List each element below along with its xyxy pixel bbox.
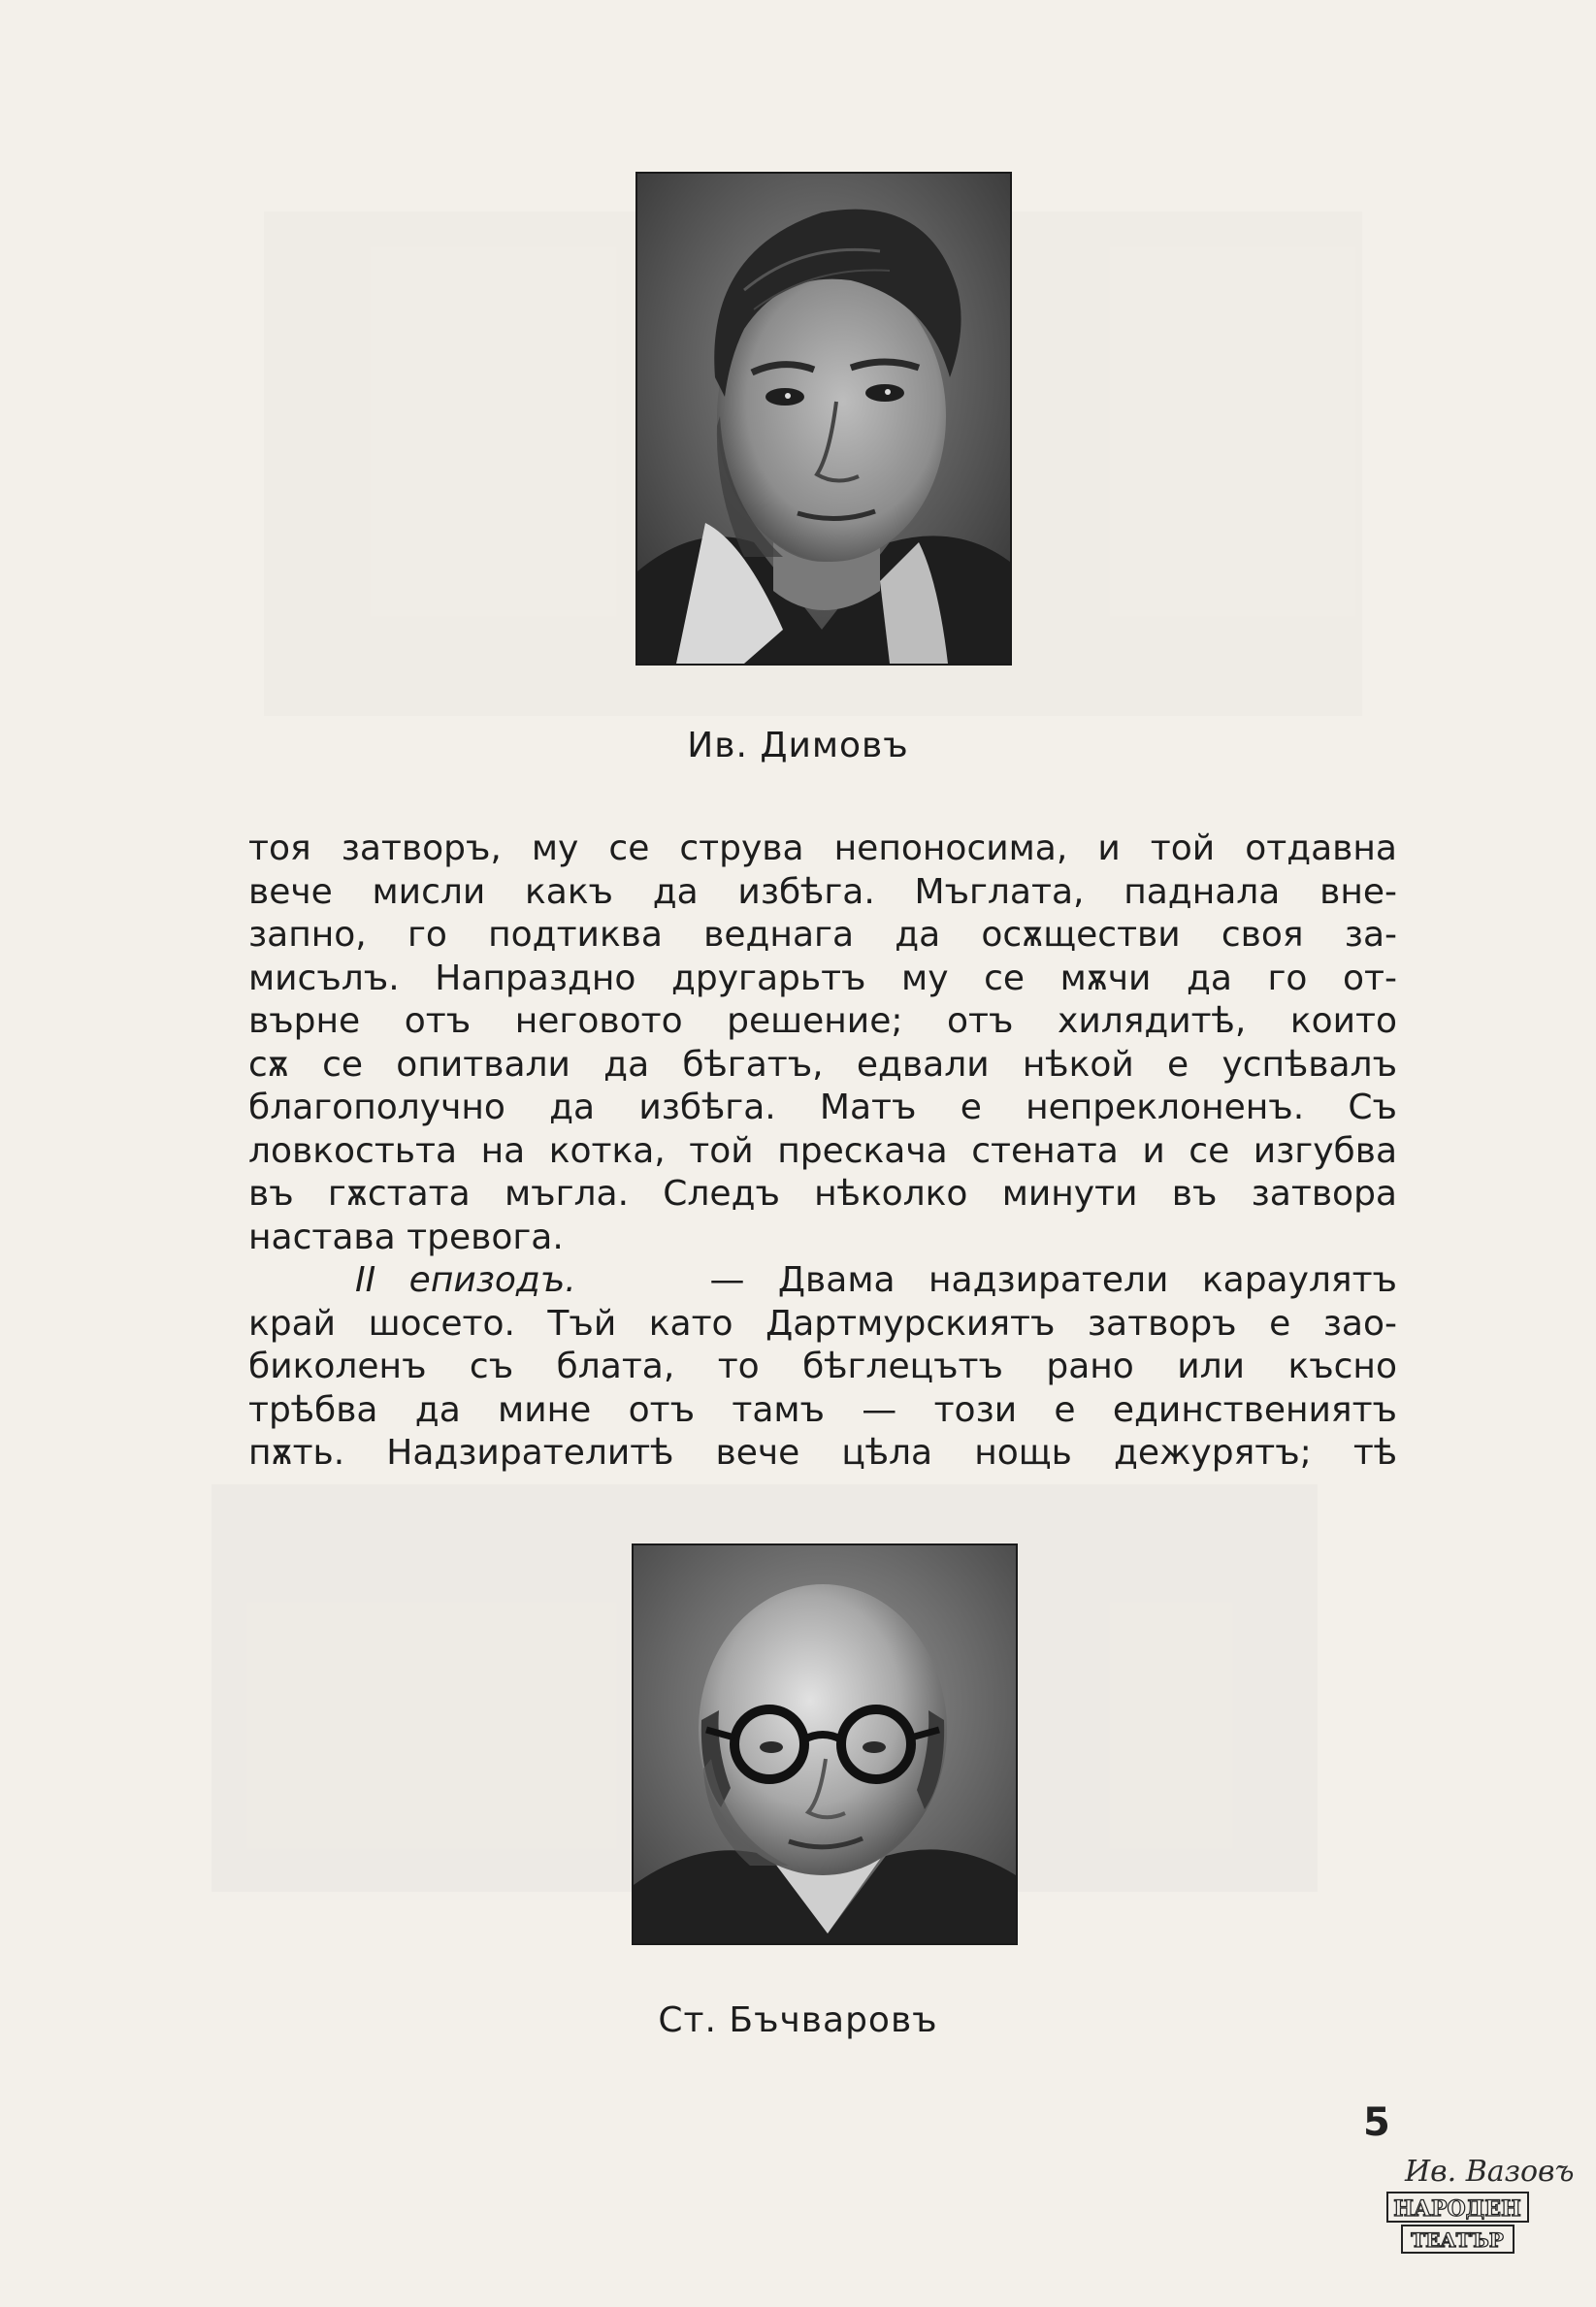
text-line: въ гѫстата мъгла. Следъ нѣколко минути въ затвора bbox=[248, 1174, 1397, 1214]
text-line: тоя затворъ, му се струва непоносима, и той отдавна bbox=[248, 829, 1397, 868]
text-line: биколенъ съ блата, то бѣглецътъ рано или късно bbox=[248, 1347, 1397, 1386]
page-number: 5 bbox=[1363, 2100, 1390, 2145]
portrait-photo-bottom bbox=[632, 1543, 1018, 1945]
text-line: ловкостьта на котка, той прескача стената и се изгубва bbox=[248, 1130, 1397, 1171]
portrait-photo-top bbox=[635, 172, 1012, 666]
episode-label: II епизодъ. bbox=[355, 1260, 576, 1300]
text-line: трѣбва да мине отъ тамъ — този е единствениятъ bbox=[248, 1389, 1397, 1430]
text-line: настава тревога. bbox=[248, 1217, 564, 1257]
logo-signature: Ив. Вазовъ bbox=[1405, 2155, 1575, 2189]
portrait-caption-top: Ив. Димовъ bbox=[687, 726, 909, 765]
body-paragraph bbox=[248, 828, 1397, 1476]
text-line: пѫть. Надзирателитѣ вече цѣла нощь дежурятъ; тѣ bbox=[248, 1433, 1397, 1473]
episode-line bbox=[248, 1259, 1397, 1303]
text-line: върне отъ неговото решение; отъ хилядитѣ, които bbox=[248, 1001, 1397, 1041]
text-line: край шосето. Тъй като Дартмурскиятъ затворъ е зао- bbox=[248, 1303, 1397, 1344]
text-line: вече мисли какъ да избѣга. Мъглата, паднала вне- bbox=[248, 871, 1397, 912]
national-theatre-logo bbox=[1378, 2144, 1575, 2258]
portrait-caption-bottom: Ст. Бъчваровъ bbox=[658, 2000, 938, 2040]
logo-line-2: ТЕАТЪР bbox=[1411, 2228, 1504, 2252]
episode-text: — Двама надзиратели караулятъ bbox=[709, 1260, 1397, 1300]
text-line: мисълъ. Напраздно другарьтъ му се мѫчи да го от- bbox=[248, 958, 1397, 998]
text-line: сѫ се опитвали да бѣгатъ, едвали нѣкой е успѣвалъ bbox=[248, 1044, 1397, 1085]
logo-line-1: НАРОДЕН bbox=[1393, 2196, 1521, 2222]
text-line: благополучно да избѣга. Матъ е непреклоненъ. Съ bbox=[248, 1088, 1397, 1127]
text-line: запно, го подтиква веднага да осѫществи своя за- bbox=[248, 915, 1397, 955]
